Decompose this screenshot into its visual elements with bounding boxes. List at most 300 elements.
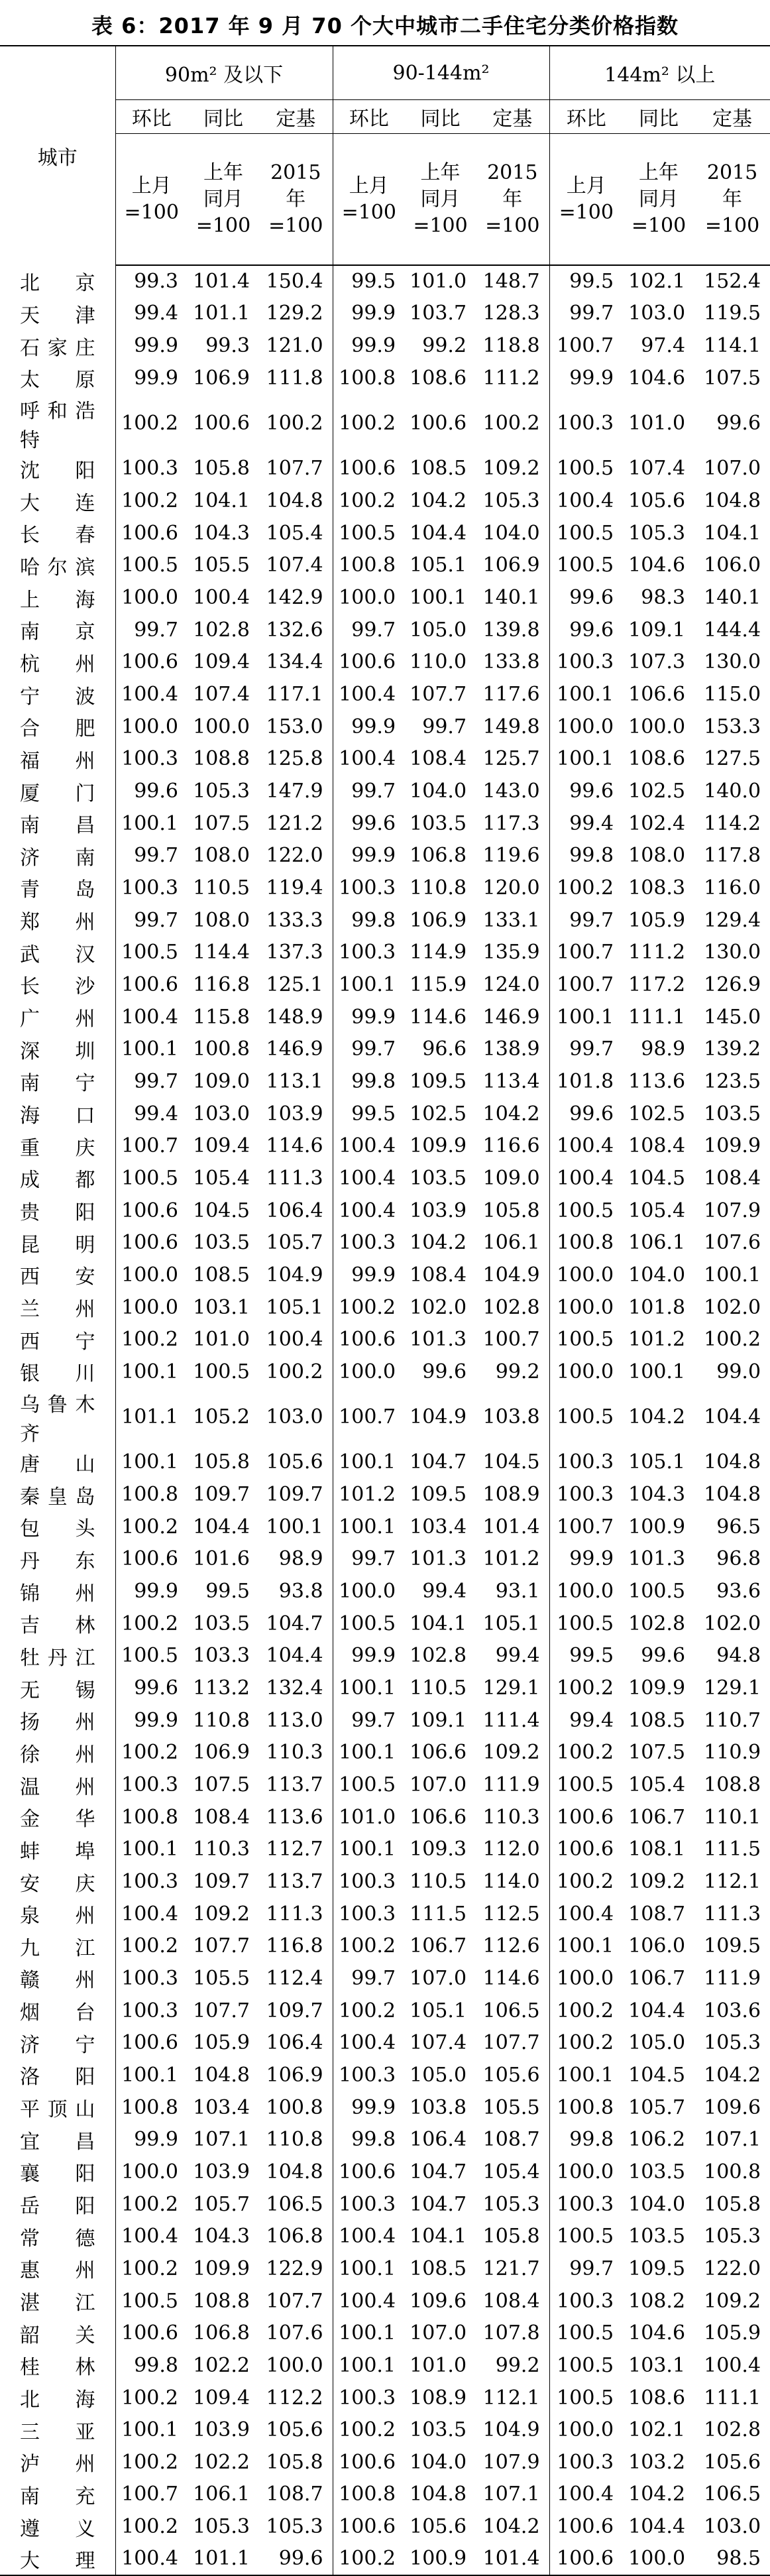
index-value: 100.0: [549, 2156, 623, 2188]
index-value: 104.6: [628, 2321, 686, 2345]
index-value: 117.6: [482, 683, 540, 707]
index-value: 102.5: [410, 1102, 467, 1126]
index-value: 102.8: [704, 2418, 761, 2442]
index-value: 100.5: [549, 550, 623, 582]
index-value: 100.6: [333, 1323, 405, 1356]
index-value: 103.9: [193, 2160, 250, 2184]
index-value: 103.4: [193, 2095, 250, 2119]
index-value: 99.7: [549, 1033, 623, 1065]
index-value: 111.2: [628, 941, 686, 965]
index-value: 100.3: [333, 1226, 405, 1259]
table-row: [0, 1704, 770, 1737]
index-value: 100.0: [333, 581, 405, 614]
index-value: 104.2: [704, 2063, 761, 2087]
city-name: 南宁: [20, 1072, 95, 1096]
index-value: 102.0: [410, 1295, 467, 1319]
index-value: 104.2: [628, 2483, 686, 2506]
index-value: 105.9: [193, 2031, 250, 2055]
index-value: 116.6: [482, 1134, 540, 1158]
index-value: 122.9: [266, 2256, 323, 2280]
index-value: 101.2: [482, 1547, 540, 1571]
index-value: 99.4: [549, 1704, 623, 1737]
group-header-medium: 90-144m²: [333, 46, 549, 100]
index-value: 100.1: [333, 2253, 405, 2285]
index-value: 100.5: [333, 517, 405, 550]
index-value: 105.1: [266, 1295, 323, 1319]
index-value: 106.8: [410, 844, 467, 868]
index-value: 100.0: [549, 1962, 623, 1995]
index-value: 109.6: [410, 2289, 467, 2313]
index-value: 100.2: [482, 412, 540, 436]
index-value: 103.2: [628, 2450, 686, 2474]
index-value: 107.4: [266, 554, 323, 577]
index-value: 99.7: [333, 775, 405, 807]
index-value: 102.0: [704, 1295, 761, 1319]
index-value: 121.7: [482, 2256, 540, 2280]
index-value: 100.2: [333, 1995, 405, 2027]
index-value: 100.2: [333, 1930, 405, 1963]
index-value: 99.9: [333, 1259, 405, 1291]
index-value: 100.3: [549, 2188, 623, 2221]
index-value: 102.5: [628, 1102, 686, 1126]
index-value: 106.1: [482, 1231, 540, 1255]
index-value: 105.4: [193, 1166, 250, 1190]
index-value: 100.2: [115, 2446, 188, 2479]
index-value: 101.4: [476, 2543, 549, 2575]
index-value: 106.8: [266, 2225, 323, 2249]
index-value: 148.7: [482, 270, 540, 294]
index-value: 99.9: [115, 329, 188, 362]
index-value: 105.7: [193, 2192, 250, 2216]
index-value: 121.2: [266, 811, 323, 835]
index-value: 101.0: [333, 1801, 405, 1834]
table-row: [0, 1478, 770, 1511]
index-value: 105.1: [482, 1611, 540, 1635]
index-value: 108.0: [628, 844, 686, 868]
index-value: 94.8: [716, 1644, 761, 1668]
index-value: 103.0: [193, 1102, 250, 1126]
city-name: 昆明: [20, 1233, 95, 1257]
index-value: 100.2: [115, 2510, 188, 2543]
index-value: 99.8: [333, 2123, 405, 2156]
index-value: 109.6: [704, 2095, 761, 2119]
table-row: [0, 2188, 770, 2221]
index-value: 104.4: [410, 521, 467, 545]
index-value: 109.9: [704, 1134, 761, 1158]
table-row: [0, 2253, 770, 2285]
table-row: [0, 743, 770, 776]
table-row: [0, 581, 770, 614]
index-value: 100.4: [115, 1001, 188, 1033]
city-name: 洛阳: [20, 2066, 95, 2089]
index-value: 108.5: [193, 1263, 250, 1287]
index-value: 109.1: [410, 1708, 467, 1732]
index-value: 99.5: [549, 1640, 623, 1672]
index-value: 105.1: [628, 1450, 686, 1474]
index-value: 99.9: [333, 840, 405, 872]
sub-header-cell: 环比: [115, 100, 188, 134]
index-value: 104.9: [482, 2418, 540, 2442]
index-value: 100.2: [549, 1737, 623, 1769]
city-name: 九江: [20, 1936, 95, 1960]
table-row: [0, 1575, 770, 1608]
index-value: 100.8: [549, 1226, 623, 1259]
index-value: 99.9: [333, 329, 405, 362]
index-value: 122.0: [704, 2256, 761, 2280]
index-value: 103.5: [410, 1166, 467, 1190]
index-value: 144.4: [704, 618, 761, 642]
index-value: 100.5: [115, 2285, 188, 2317]
index-value: 100.4: [266, 1328, 323, 1352]
index-value: 107.5: [193, 1773, 250, 1797]
index-value: 108.4: [704, 1166, 761, 1190]
index-value: 100.0: [623, 2543, 694, 2575]
city-name: 重庆: [20, 1136, 95, 1160]
index-value: 113.7: [266, 1870, 323, 1894]
index-value: 107.0: [410, 1966, 467, 1990]
index-value: 113.1: [266, 1069, 323, 1093]
city-name: 湛江: [20, 2292, 95, 2315]
index-value: 100.6: [549, 1834, 623, 1866]
index-value: 99.2: [495, 2353, 540, 2377]
base-header-cell: 2015 年 =100: [694, 134, 770, 266]
index-value: 100.2: [115, 1323, 188, 1356]
index-value: 100.3: [549, 1446, 623, 1479]
index-value: 109.0: [482, 1166, 540, 1190]
index-value: 152.4: [704, 270, 761, 294]
table-row: [0, 1834, 770, 1866]
index-value: 106.0: [628, 1934, 686, 1958]
index-value: 107.7: [266, 457, 323, 481]
index-value: 104.3: [193, 521, 250, 545]
index-value: 111.3: [266, 1902, 323, 1926]
index-value: 100.8: [549, 2091, 623, 2124]
index-value: 112.1: [704, 1870, 761, 1894]
index-value: 100.0: [115, 581, 188, 614]
table-row: [0, 2220, 770, 2253]
index-value: 123.5: [704, 1069, 761, 1093]
index-value: 105.4: [628, 1199, 686, 1222]
table-row: [0, 1356, 770, 1388]
city-name: 长春: [20, 524, 95, 548]
index-value: 114.9: [410, 941, 467, 965]
index-value: 104.8: [704, 489, 761, 513]
index-value: 100.2: [549, 1672, 623, 1704]
sub-header-cell: 环比: [549, 100, 623, 134]
index-value: 100.5: [549, 2349, 623, 2382]
city-name: 安庆: [20, 1872, 95, 1896]
index-value: 135.9: [482, 941, 540, 965]
index-value: 109.9: [193, 2256, 250, 2280]
index-value: 106.9: [410, 908, 467, 932]
index-value: 105.3: [482, 489, 540, 513]
index-value: 105.9: [704, 2321, 761, 2345]
index-value: 105.8: [482, 1199, 540, 1222]
index-value: 105.4: [266, 521, 323, 545]
index-value: 105.3: [704, 2225, 761, 2249]
index-value: 102.8: [193, 618, 250, 642]
index-value: 100.1: [549, 1930, 623, 1963]
index-value: 100.4: [549, 2479, 623, 2511]
city-name: 北海: [20, 2388, 95, 2412]
index-value: 99.9: [333, 2091, 405, 2124]
index-value: 93.8: [278, 1580, 323, 1604]
table-row: [0, 1640, 770, 1672]
index-value: 105.5: [482, 2095, 540, 2119]
index-value: 104.7: [410, 2192, 467, 2216]
city-name: 太原: [20, 369, 95, 392]
city-name: 乌鲁木齐: [20, 1393, 95, 1446]
index-value: 110.0: [410, 650, 467, 674]
index-value: 100.5: [115, 1640, 188, 1672]
index-value: 108.2: [628, 2289, 686, 2313]
index-value: 99.8: [333, 1065, 405, 1098]
index-value: 107.4: [193, 683, 250, 707]
index-value: 119.4: [266, 876, 323, 900]
table-row: [0, 1388, 770, 1446]
city-name: 唐山: [20, 1452, 95, 1476]
index-value: 107.6: [704, 1231, 761, 1255]
index-value: 104.8: [704, 1450, 761, 1474]
index-value: 106.4: [266, 1199, 323, 1222]
index-value: 105.3: [628, 521, 686, 545]
table-row: [0, 2414, 770, 2446]
index-value: 106.9: [266, 2063, 323, 2087]
index-value: 105.8: [266, 2450, 323, 2474]
index-value: 100.3: [333, 2382, 405, 2414]
index-value: 121.0: [266, 334, 323, 358]
index-value: 100.2: [704, 1328, 761, 1352]
index-value: 101.4: [193, 270, 250, 294]
index-value: 100.5: [115, 1162, 188, 1195]
index-value: 105.1: [410, 554, 467, 577]
index-value: 104.0: [628, 1263, 686, 1287]
sub-header-cell: 同比: [405, 100, 476, 134]
index-value: 104.1: [193, 489, 250, 513]
index-value: 100.0: [549, 711, 623, 743]
index-value: 150.4: [266, 270, 323, 294]
table-row: [0, 775, 770, 807]
index-value: 112.6: [482, 1934, 540, 1958]
index-value: 104.8: [410, 2483, 467, 2506]
table-row: [0, 550, 770, 582]
index-value: 100.8: [333, 2479, 405, 2511]
index-value: 100.2: [333, 2414, 405, 2446]
index-value: 127.5: [704, 747, 761, 771]
index-value: 100.3: [333, 1898, 405, 1930]
index-value: 111.9: [704, 1966, 761, 1990]
index-value: 93.6: [716, 1580, 761, 1604]
city-name: 平顶山: [20, 2098, 95, 2122]
index-value: 100.8: [333, 362, 405, 394]
index-value: 100.2: [333, 394, 405, 453]
table-row: [0, 1608, 770, 1640]
table-row: [0, 614, 770, 646]
index-value: 100.2: [333, 2543, 405, 2575]
index-value: 107.0: [410, 2321, 467, 2345]
index-value: 105.3: [704, 2031, 761, 2055]
city-name: 西安: [20, 1265, 95, 1289]
index-value: 100.5: [333, 1608, 405, 1640]
index-value: 103.5: [628, 2225, 686, 2249]
index-value: 109.7: [193, 1483, 250, 1507]
index-value: 113.7: [266, 1773, 323, 1797]
index-value: 108.1: [628, 1838, 686, 1861]
index-value: 101.0: [410, 270, 467, 294]
index-value: 153.3: [704, 715, 761, 738]
index-value: 104.8: [193, 2063, 250, 2087]
index-value: 108.5: [628, 1708, 686, 1732]
city-name: 三亚: [20, 2420, 95, 2444]
city-name: 蚌埠: [20, 1840, 95, 1863]
index-value: 106.8: [193, 2321, 250, 2345]
index-value: 142.9: [266, 586, 323, 610]
index-value: 105.0: [410, 2063, 467, 2087]
city-name: 天津: [20, 304, 95, 327]
index-value: 100.1: [549, 678, 623, 711]
index-value: 109.9: [628, 1676, 686, 1700]
index-value: 109.5: [628, 2256, 686, 2280]
index-value: 105.4: [482, 2160, 540, 2184]
index-value: 100.3: [549, 1478, 623, 1511]
index-value: 96.8: [716, 1547, 761, 1571]
index-value: 108.8: [704, 1773, 761, 1797]
index-value: 99.6: [115, 775, 188, 807]
table-row: [0, 1162, 770, 1195]
index-value: 106.5: [704, 2483, 761, 2506]
index-value: 100.5: [549, 1195, 623, 1227]
table-row: [0, 2026, 770, 2059]
index-value: 104.0: [482, 521, 540, 545]
index-value: 104.7: [410, 1450, 467, 1474]
index-value: 100.5: [628, 1580, 686, 1604]
index-value: 106.6: [410, 1805, 467, 1829]
base-header-cell: 上月 =100: [549, 134, 623, 266]
index-value: 104.0: [410, 2450, 467, 2474]
index-value: 105.5: [193, 554, 250, 577]
index-value: 106.7: [628, 1966, 686, 1990]
index-value: 103.0: [628, 302, 686, 325]
city-name: 长沙: [20, 975, 95, 999]
table-row: [0, 517, 770, 550]
table-row: [0, 1898, 770, 1930]
index-value: 104.0: [410, 780, 467, 803]
index-value: 122.0: [266, 844, 323, 868]
index-value: 114.4: [193, 941, 250, 965]
index-value: 100.6: [410, 412, 467, 436]
index-value: 108.5: [410, 2256, 467, 2280]
index-value: 107.0: [704, 457, 761, 481]
index-value: 108.9: [482, 1483, 540, 1507]
city-name: 牡丹江: [20, 1646, 95, 1670]
index-value: 100.1: [115, 2059, 188, 2091]
base-header-cell: 上年 同月 =100: [623, 134, 694, 266]
table-row: [0, 329, 770, 362]
index-value: 113.4: [482, 1069, 540, 1093]
index-value: 107.9: [482, 2450, 540, 2474]
index-value: 129.1: [704, 1676, 761, 1700]
index-value: 99.9: [333, 298, 405, 330]
index-value: 100.8: [115, 1801, 188, 1834]
index-value: 116.0: [704, 876, 761, 900]
index-value: 111.9: [482, 1773, 540, 1797]
city-name: 济南: [20, 846, 95, 870]
index-value: 114.6: [410, 1005, 467, 1029]
table-row: [0, 2091, 770, 2124]
index-value: 115.0: [704, 683, 761, 707]
city-name: 武汉: [20, 943, 95, 966]
index-value: 105.6: [628, 489, 686, 513]
index-value: 100.6: [115, 517, 188, 550]
index-value: 103.5: [193, 1611, 250, 1635]
table-row: [0, 2382, 770, 2414]
index-value: 100.2: [549, 1865, 623, 1898]
index-value: 100.8: [193, 1037, 250, 1061]
index-value: 100.6: [193, 412, 250, 436]
index-value: 101.4: [482, 1515, 540, 1539]
index-value: 100.1: [333, 1672, 405, 1704]
index-value: 108.4: [193, 1805, 250, 1829]
index-value: 108.6: [410, 366, 467, 390]
index-value: 100.0: [549, 1575, 623, 1608]
table-header: [0, 46, 770, 265]
city-name: 扬州: [20, 1711, 95, 1735]
index-value: 105.0: [410, 618, 467, 642]
index-value: 100.1: [410, 586, 467, 610]
index-value: 100.1: [333, 2349, 405, 2382]
index-value: 103.5: [704, 1102, 761, 1126]
index-value: 103.5: [193, 1231, 250, 1255]
index-value: 107.5: [628, 1741, 686, 1765]
index-value: 100.7: [115, 2479, 188, 2511]
table-row: [0, 1033, 770, 1065]
index-value: 99.9: [549, 362, 623, 394]
index-value: 100.8: [115, 1478, 188, 1511]
city-name: 宁波: [20, 685, 95, 709]
index-value: 99.6: [716, 412, 761, 436]
index-value: 100.1: [333, 1737, 405, 1769]
table-row: [0, 904, 770, 937]
city-name: 宜昌: [20, 2130, 95, 2154]
index-value: 99.7: [333, 1543, 405, 1576]
table-row: [0, 2479, 770, 2511]
index-value: 102.1: [628, 270, 686, 294]
index-value: 100.4: [115, 678, 188, 711]
index-value: 114.6: [266, 1134, 323, 1158]
index-value: 100.2: [115, 1608, 188, 1640]
index-value: 117.1: [266, 683, 323, 707]
index-value: 107.7: [266, 2289, 323, 2313]
index-value: 100.1: [115, 1356, 188, 1388]
index-value: 103.3: [193, 1644, 250, 1668]
index-value: 104.5: [628, 1166, 686, 1190]
table-row: [0, 298, 770, 330]
index-value: 115.8: [193, 1005, 250, 1029]
sub-header-cell: 定基: [694, 100, 770, 134]
index-value: 125.8: [266, 747, 323, 771]
index-value: 99.9: [333, 1001, 405, 1033]
index-value: 106.4: [266, 2031, 323, 2055]
table-row: [0, 2510, 770, 2543]
index-value: 105.6: [266, 1450, 323, 1474]
index-value: 148.9: [266, 1005, 323, 1029]
table-row: [0, 1226, 770, 1259]
index-value: 104.5: [193, 1199, 250, 1222]
table-row: [0, 1259, 770, 1291]
index-value: 103.8: [482, 1405, 540, 1429]
index-value: 132.4: [266, 1676, 323, 1700]
index-value: 130.0: [704, 941, 761, 965]
